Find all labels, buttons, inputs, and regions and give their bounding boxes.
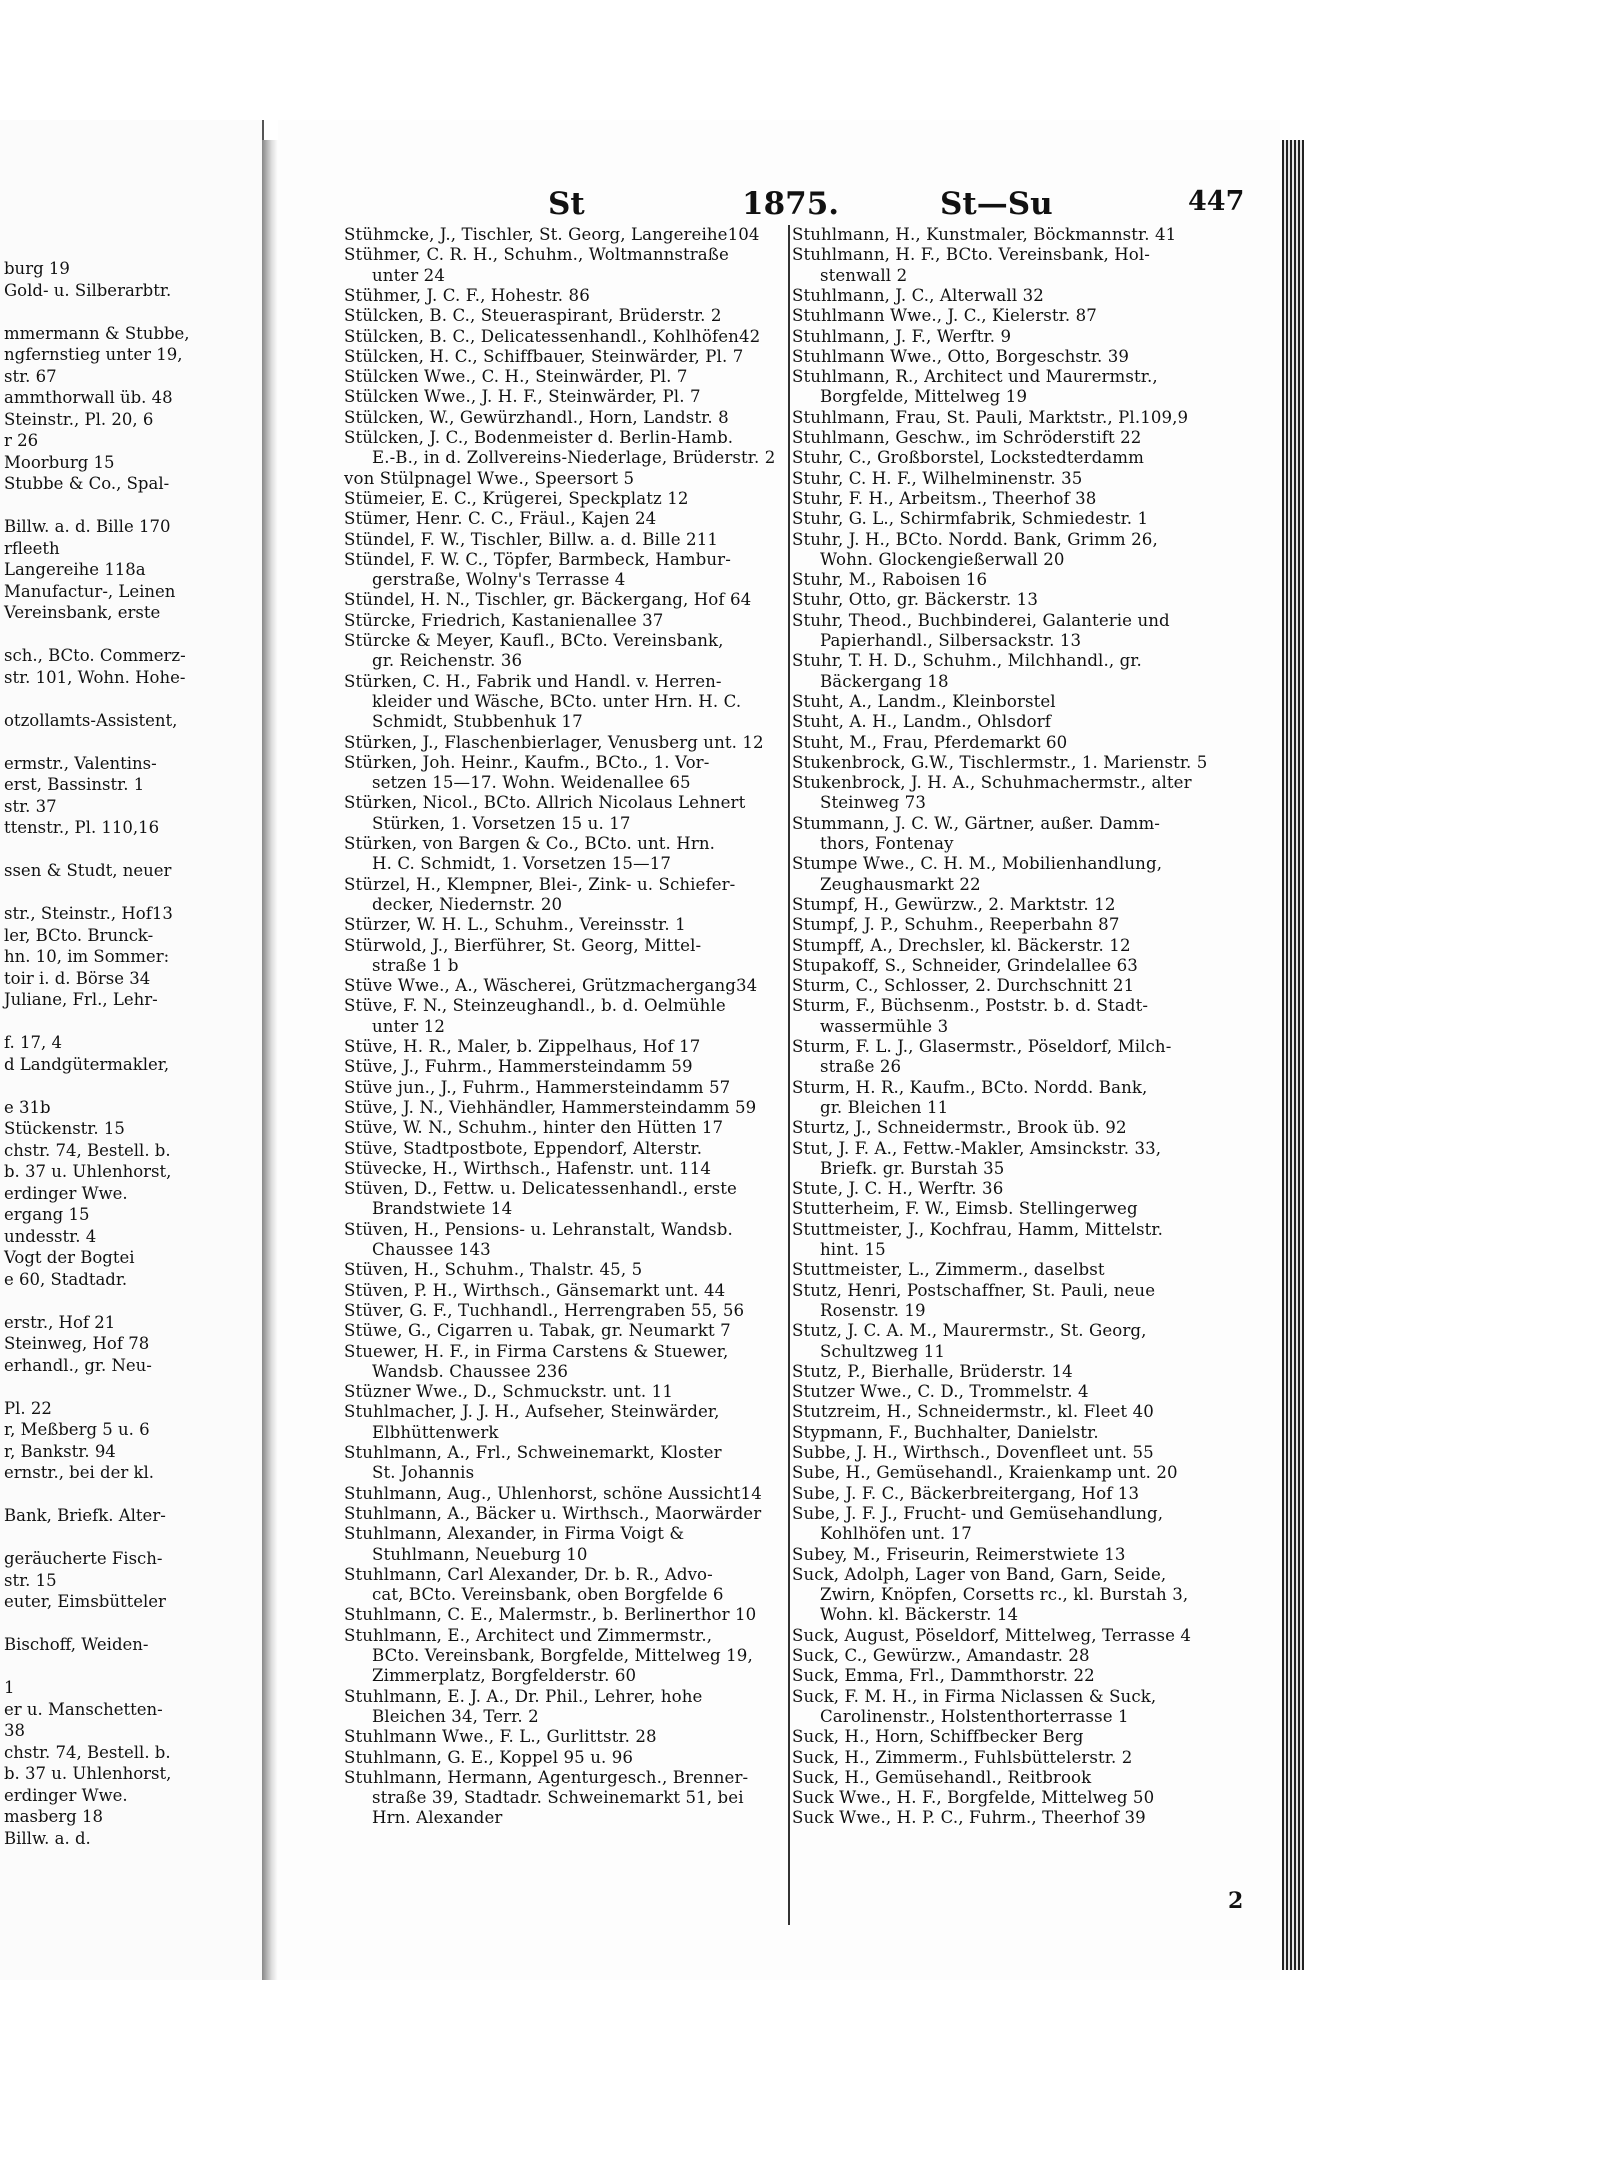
directory-entry-line: Stüve, J. N., Viehhändler, Hammersteindamm 59 <box>344 1097 757 1117</box>
directory-entry-line: Stukenbrock, J. H. A., Schuhmachermstr., alter <box>792 773 1192 793</box>
directory-entry-line: Stummann, J. C. W., Gärtner, außer. Damm- <box>792 813 1160 833</box>
fragment-line: Bank, Briefk. Alter- <box>4 1506 166 1525</box>
directory-entry-line: decker, Niedernstr. 20 <box>372 894 563 914</box>
fragment-line: 38 <box>4 1721 25 1740</box>
fragment-line: d Landgütermakler, <box>4 1054 170 1074</box>
directory-entry-line: Bleichen 34, Terr. 2 <box>372 1706 539 1726</box>
directory-entry-line: Stürken, von Bargen & Co., BCto. unt. Hrn. <box>344 834 716 853</box>
fragment-line: Moorburg 15 <box>4 452 115 472</box>
fragment-line: sch., BCto. Commerz- <box>4 646 186 665</box>
directory-entry-line: Stüven, H., Pensions- u. Lehranstalt, Wandsb. <box>344 1219 733 1239</box>
directory-entry-line: Stuhlmann, C. E., Malermstr., b. Berlinerthor 10 <box>344 1605 757 1625</box>
directory-entry-line: unter 24 <box>372 265 445 285</box>
directory-entry-line: Stuhr, Theod., Buchbinderei, Galanterie und <box>792 610 1170 630</box>
fragment-line: Stubbe & Co., Spal- <box>4 474 170 493</box>
directory-entry-line: Stutz, J. C. A. M., Maurermstr., St. Georg, <box>792 1321 1147 1341</box>
directory-entry-line: Brandstwiete 14 <box>372 1199 513 1219</box>
directory-entry-line: Zimmerplatz, Borgfelderstr. 60 <box>372 1666 637 1686</box>
fragment-line: 1 <box>4 1678 15 1697</box>
directory-entry-line: Steinweg 73 <box>820 793 926 813</box>
directory-entry-line: Stumpff, A., Drechsler, kl. Bäckerstr. 12 <box>792 935 1131 955</box>
directory-entry-line: Stute, J. C. H., Werftr. 36 <box>792 1179 1004 1199</box>
directory-entry-line: Stüve, F. N., Steinzeughandl., b. d. Oelmühle <box>344 996 726 1016</box>
fragment-line: burg 19 <box>4 259 70 278</box>
directory-entry-line: Stuhlmann, E., Architect und Zimmermstr., <box>344 1625 713 1645</box>
directory-entry-line: Stuhr, T. H. D., Schuhm., Milchhandl., gr. <box>792 651 1142 671</box>
fragment-line: ngfernstieg unter 19, <box>4 345 183 364</box>
directory-entry-line: Stuhlmann, A., Frl., Schweinemarkt, Kloster <box>344 1443 722 1462</box>
fragment-line: Juliane, Frl., Lehr- <box>4 990 158 1009</box>
directory-entry-line: Sube, J. F. J., Frucht- und Gemüsehandlung, <box>792 1503 1164 1523</box>
directory-entry-line: kleider und Wäsche, BCto. unter Hrn. H. C. <box>372 691 742 711</box>
fragment-line: Langereihe 118a <box>4 560 146 579</box>
directory-entry-line: Stülcken, J. C., Bodenmeister d. Berlin-Hamb. <box>344 428 734 447</box>
directory-entry-line: Sturm, F., Büchsenm., Poststr. b. d. Stadt- <box>792 996 1149 1016</box>
fragment-line: e 60, Stadtadr. <box>4 1269 128 1289</box>
directory-entry-line: Stürwold, J., Bierführer, St. Georg, Mittel- <box>344 935 702 955</box>
directory-entry-line: Stürken, C. H., Fabrik und Handl. v. Herren- <box>344 671 722 691</box>
directory-entry-line: Stuewer, H. F., in Firma Carstens & Stuewer, <box>344 1341 729 1361</box>
fragment-line: ttenstr., Pl. 110,16 <box>4 818 160 837</box>
directory-entry-line: Stüve Wwe., A., Wäscherei, Grützmachergang34 <box>344 976 758 996</box>
directory-entry-line: Subey, M., Friseurin, Reimerstwiete 13 <box>792 1544 1126 1564</box>
directory-entry-line: Stüve jun., J., Fuhrm., Hammersteindamm 57 <box>344 1077 731 1097</box>
directory-entry-line: Stuhlmann Wwe., F. L., Gurlittstr. 28 <box>344 1727 657 1747</box>
directory-entry-line: Stuhlmacher, J. J. H., Aufseher, Steinwärder, <box>344 1402 720 1422</box>
directory-entry-line: Stüwe, G., Cigarren u. Tabak, gr. Neumarkt 7 <box>344 1321 731 1341</box>
directory-entry-line: Elbhüttenwerk <box>372 1422 499 1442</box>
directory-entry-line: Stüven, H., Schuhm., Thalstr. 45, 5 <box>344 1260 643 1280</box>
fragment-line: str. 67 <box>4 366 57 386</box>
directory-entry-line: gr. Reichenstr. 36 <box>372 651 523 671</box>
page-edges <box>1282 140 1304 1970</box>
directory-entry-line: Zeughausmarkt 22 <box>820 874 981 894</box>
directory-entry-line: Sturm, F. L. J., Glasermstr., Pöseldorf, Milch- <box>792 1037 1172 1056</box>
directory-entry-line: hint. 15 <box>820 1240 886 1259</box>
directory-entry-line: Stuhlmann, Neueburg 10 <box>372 1544 588 1564</box>
directory-entry-line: Stümer, Henr. C. C., Fräul., Kajen 24 <box>344 509 657 529</box>
directory-entry-line: Stuht, A. H., Landm., Ohlsdorf <box>792 712 1052 732</box>
directory-entry-line: Stuhlmann, R., Architect und Maurermstr., <box>792 367 1158 387</box>
directory-entry-line: Stündel, F. W. C., Töpfer, Barmbeck, Hambur- <box>344 549 731 569</box>
directory-entry-line: Bäckergang 18 <box>820 671 949 691</box>
fragment-line: e 31b <box>4 1097 51 1117</box>
directory-entry-line: Wohn. kl. Bäckerstr. 14 <box>820 1605 1019 1625</box>
directory-entry-line: Stürken, Nicol., BCto. Allrich Nicolaus Lehnert <box>344 793 746 813</box>
directory-entry-line: Stuhlmann, J. C., Alterwall 32 <box>792 285 1044 305</box>
directory-entry-line: thors, Fontenay <box>820 834 954 853</box>
fragment-line: b. 37 u. Uhlenhorst, <box>4 1764 172 1783</box>
directory-entry-line: Suck, Emma, Frl., Dammthorstr. 22 <box>792 1666 1095 1686</box>
directory-entry-line: Hrn. Alexander <box>372 1808 503 1828</box>
directory-entry-line: Stülcken Wwe., J. H. F., Steinwärder, Pl. 7 <box>344 387 701 407</box>
directory-entry-line: H. C. Schmidt, 1. Vorsetzen 15—17 <box>372 854 672 874</box>
directory-entry-line: Stühmcke, J., Tischler, St. Georg, Langereihe104 <box>344 225 760 244</box>
column-divider <box>788 225 790 1925</box>
fragment-line: Stückenstr. 15 <box>4 1119 125 1138</box>
directory-entry-line: Stürken, J., Flaschenbierlager, Venusberg unt. 12 <box>344 732 764 752</box>
directory-entry-line: Stuhr, J. H., BCto. Nordd. Bank, Grimm 26, <box>792 529 1158 549</box>
directory-entry-line: Stuhlmann, J. F., Werftr. 9 <box>792 326 1012 346</box>
directory-entry-line: St. Johannis <box>372 1463 475 1483</box>
directory-entry-line: Zwirn, Knöpfen, Corsetts rc., kl. Burstah 3, <box>820 1585 1189 1605</box>
directory-entry-line: Stuhlmann, H. F., BCto. Vereinsbank, Hol- <box>792 245 1150 265</box>
directory-entry-line: setzen 15—17. Wohn. Weidenallee 65 <box>372 773 691 793</box>
directory-entry-line: Stutterheim, F. W., Eimsb. Stellingerweg <box>792 1199 1138 1219</box>
directory-entry-line: Stümeier, E. C., Krügerei, Speckplatz 12 <box>344 488 689 508</box>
fragment-line: ergang 15 <box>4 1205 90 1224</box>
directory-entry-line: straße 1 b <box>372 955 459 975</box>
directory-entry-line: Suck, August, Pöseldorf, Mittelweg, Terrasse 4 <box>792 1625 1192 1645</box>
directory-entry-line: Carolinenstr., Holstenthorterrasse 1 <box>820 1706 1129 1726</box>
fragment-line: masberg 18 <box>4 1807 103 1826</box>
facing-page-fragment <box>0 120 264 1980</box>
directory-entry-line: von Stülpnagel Wwe., Speersort 5 <box>344 468 635 488</box>
directory-entry-line: Sturtz, J., Schneidermstr., Brook üb. 92 <box>792 1118 1127 1138</box>
fragment-line: ammthorwall üb. 48 <box>4 388 173 407</box>
directory-entry-line: Stuhr, F. H., Arbeitsm., Theerhof 38 <box>792 488 1097 508</box>
directory-entry-line: Stuhlmann Wwe., Otto, Borgeschstr. 39 <box>792 346 1130 366</box>
header-range: St—Su <box>940 186 1053 222</box>
directory-entry-line: straße 26 <box>820 1057 902 1077</box>
directory-entry-line: Stürzel, H., Klempner, Blei-, Zink- u. Schiefer- <box>344 874 736 894</box>
directory-entry-line: Suck, H., Zimmerm., Fuhlsbüttelerstr. 2 <box>792 1747 1133 1767</box>
directory-entry-line: cat, BCto. Vereinsbank, oben Borgfelde 6 <box>372 1585 724 1605</box>
directory-entry-line: Papierhandl., Silbersackstr. 13 <box>820 631 1082 650</box>
directory-entry-line: Stutz, Henri, Postschaffner, St. Pauli, neue <box>792 1280 1156 1300</box>
fragment-line: str. 15 <box>4 1570 57 1590</box>
directory-entry-line: Stuhlmann, A., Bäcker u. Wirthsch., Maorwärder <box>344 1503 762 1523</box>
directory-entry-line: E.-B., in d. Zollvereins-Niederlage, Brüderstr. 2 <box>372 448 776 468</box>
fragment-line: euter, Eimsbütteler <box>4 1592 166 1611</box>
fragment-line: erdinger Wwe. <box>4 1785 128 1805</box>
header-left: St <box>548 186 585 222</box>
directory-entry-line: Stuhlmann, H., Kunstmaler, Böckmannstr. 41 <box>792 225 1177 244</box>
fragment-line: ermstr., Valentins- <box>4 753 157 773</box>
fragment-line: chstr. 74, Bestell. b. <box>4 1140 171 1160</box>
directory-entry-line: Stühmer, J. C. F., Hohestr. 86 <box>344 285 590 305</box>
directory-entry-line: Stülcken, B. C., Steueraspirant, Brüderstr. 2 <box>344 306 722 326</box>
fragment-line: Pl. 22 <box>4 1398 52 1418</box>
fragment-line: str. 101, Wohn. Hohe- <box>4 667 186 687</box>
fragment-line: ernstr., bei der kl. <box>4 1463 155 1482</box>
directory-entry-line: Stypmann, F., Buchhalter, Danielstr. <box>792 1422 1099 1442</box>
directory-entry-line: Stuttmeister, J., Kochfrau, Hamm, Mittelstr. <box>792 1219 1164 1239</box>
directory-entry-line: Stülcken, B. C., Delicatessenhandl., Kohlhöfen42 <box>344 326 761 346</box>
directory-entry-line: Stuhlmann, Frau, St. Pauli, Marktstr., Pl.109,9 <box>792 407 1189 427</box>
header-year: 1875. <box>742 186 840 222</box>
directory-entry-line: Stüve, J., Fuhrm., Hammersteindamm 59 <box>344 1057 693 1077</box>
fragment-line: r 26 <box>4 431 39 450</box>
fragment-line: er u. Manschetten- <box>4 1699 163 1719</box>
directory-entry-line: Sube, J. F. C., Bäckerbreitergang, Hof 13 <box>792 1483 1140 1503</box>
directory-entry-line: Stukenbrock, G.W., Tischlermstr., 1. Marienstr. 5 <box>792 752 1208 772</box>
directory-entry-line: Stülcken, W., Gewürzhandl., Horn, Landstr. 8 <box>344 407 729 427</box>
directory-entry-line: Schultzweg 11 <box>820 1341 946 1361</box>
directory-entry-line: Suck, H., Gemüsehandl., Reitbrook <box>792 1767 1092 1787</box>
directory-entry-line: Stuhlmann, Aug., Uhlenhorst, schöne Aussicht14 <box>344 1483 762 1503</box>
fragment-line: r, Bankstr. 94 <box>4 1441 116 1461</box>
directory-entry-line: gr. Bleichen 11 <box>820 1097 949 1117</box>
book-gutter <box>262 140 278 1980</box>
directory-entry-line: Rosenstr. 19 <box>820 1300 926 1320</box>
directory-entry-line: Suck, C., Gewürzw., Amandastr. 28 <box>792 1646 1090 1665</box>
directory-entry-line: Stut, J. F. A., Fettw.-Makler, Amsinckstr. 33, <box>792 1138 1162 1158</box>
directory-entry-line: Subbe, J. H., Wirthsch., Dovenfleet unt. 55 <box>792 1443 1154 1462</box>
fragment-line: erst, Bassinstr. 1 <box>4 775 145 794</box>
directory-entry-line: Sube, H., Gemüsehandl., Kraienkamp unt. 20 <box>792 1463 1178 1483</box>
page-number: 447 <box>1188 186 1245 217</box>
fragment-line: ssen & Studt, neuer <box>4 861 172 880</box>
directory-entry-line: Stürken, Joh. Heinr., Kaufm., BCto., 1. Vor- <box>344 752 710 772</box>
directory-entry-line: Stürcke, Friedrich, Kastanienallee 37 <box>344 610 664 630</box>
directory-entry-line: Stutz, P., Bierhalle, Brüderstr. 14 <box>792 1361 1073 1381</box>
fragment-line: mmermann & Stubbe, <box>4 323 190 343</box>
directory-entry-line: Suck Wwe., H. P. C., Fuhrm., Theerhof 39 <box>792 1808 1146 1828</box>
fragment-line: undesstr. 4 <box>4 1226 97 1246</box>
directory-entry-line: Chaussee 143 <box>372 1240 491 1259</box>
directory-entry-line: Stuht, M., Frau, Pferdemarkt 60 <box>792 732 1068 752</box>
fragment-line: geräucherte Fisch- <box>4 1549 163 1568</box>
directory-entry-line: Stündel, F. W., Tischler, Billw. a. d. Bille 211 <box>344 529 719 549</box>
fragment-line: Billw. a. d. Bille 170 <box>4 517 171 536</box>
directory-entry-line: Stuhr, Otto, gr. Bäckerstr. 13 <box>792 590 1038 610</box>
directory-entry-line: Stühmer, C. R. H., Schuhm., Woltmannstraße <box>344 245 729 265</box>
directory-entry-line: Stuhr, C. H. F., Wilhelminenstr. 35 <box>792 468 1083 488</box>
directory-entry-line: Sturm, H. R., Kaufm., BCto. Nordd. Bank, <box>792 1077 1148 1097</box>
fragment-line: r, Meßberg 5 u. 6 <box>4 1420 150 1439</box>
fragment-line: rfleeth <box>4 538 60 558</box>
directory-entry-line: Stuhlmann, E. J. A., Dr. Phil., Lehrer, hohe <box>344 1686 703 1706</box>
directory-entry-line: gerstraße, Wolny's Terrasse 4 <box>372 570 626 590</box>
directory-entry-line: Stuht, A., Landm., Kleinborstel <box>792 691 1056 711</box>
fragment-line: str. 37 <box>4 796 57 816</box>
directory-entry-line: straße 39, Stadtadr. Schweinemarkt 51, bei <box>372 1788 744 1808</box>
directory-entry-line: Borgfelde, Mittelweg 19 <box>820 387 1028 407</box>
directory-entry-line: Stuhlmann, Alexander, in Firma Voigt & <box>344 1524 685 1544</box>
directory-entry-line: Stuhr, C., Großborstel, Lockstedterdamm <box>792 448 1144 468</box>
fragment-line: Billw. a. d. <box>4 1828 91 1848</box>
directory-entry-line: Suck Wwe., H. F., Borgfelde, Mittelweg 50 <box>792 1788 1155 1808</box>
fragment-line: hn. 10, im Sommer: <box>4 947 170 966</box>
directory-entry-line: Stüvecke, H., Wirthsch., Hafenstr. unt. 114 <box>344 1158 712 1178</box>
directory-entry-line: Stürcke & Meyer, Kaufl., BCto. Vereinsbank, <box>344 631 724 650</box>
directory-entry-line: Stutzreim, H., Schneidermstr., kl. Fleet 40 <box>792 1402 1154 1422</box>
fragment-line: f. 17, 4 <box>4 1033 62 1052</box>
fragment-line: erhandl., gr. Neu- <box>4 1355 152 1375</box>
directory-entry-line: Stüzner Wwe., D., Schmuckstr. unt. 11 <box>344 1382 673 1402</box>
directory-entry-line: Stumpe Wwe., C. H. M., Mobilienhandlung, <box>792 854 1163 874</box>
directory-entry-line: Wandsb. Chaussee 236 <box>372 1361 569 1381</box>
fragment-line: Vogt der Bogtei <box>4 1248 135 1267</box>
directory-entry-line: Briefk. gr. Burstah 35 <box>820 1158 1005 1178</box>
directory-entry-line: unter 12 <box>372 1016 445 1036</box>
directory-entry-line: Stuhlmann, Carl Alexander, Dr. b. R., Advo- <box>344 1564 713 1584</box>
fragment-line: Steinweg, Hof 78 <box>4 1334 150 1353</box>
fragment-line: toir i. d. Börse 34 <box>4 968 151 988</box>
directory-entry-line: Stürzer, W. H. L., Schuhm., Vereinsstr. 1 <box>344 915 686 935</box>
directory-entry-line: Stüve, H. R., Maler, b. Zippelhaus, Hof 17 <box>344 1037 701 1056</box>
fragment-line: Manufactur-, Leinen <box>4 581 176 601</box>
fragment-line: Vereinsbank, erste <box>4 603 161 622</box>
directory-entry-line: Stüver, G. F., Tuchhandl., Herrengraben 55, 56 <box>344 1300 745 1320</box>
directory-entry-line: Suck, H., Horn, Schiffbecker Berg <box>792 1727 1084 1747</box>
directory-entry-line: Stuhlmann, G. E., Koppel 95 u. 96 <box>344 1747 634 1767</box>
fragment-line: Steinstr., Pl. 20, 6 <box>4 409 154 429</box>
directory-entry-line: Stumpf, H., Gewürzw., 2. Marktstr. 12 <box>792 894 1116 914</box>
directory-entry-line: Stülcken, H. C., Schiffbauer, Steinwärder, Pl. 7 <box>344 346 744 366</box>
directory-entry-line: Stuhlmann Wwe., J. C., Kielerstr. 87 <box>792 306 1097 326</box>
directory-entry-line: Stürken, 1. Vorsetzen 15 u. 17 <box>372 813 631 833</box>
fragment-line: erdinger Wwe. <box>4 1183 128 1203</box>
fragment-line: ler, BCto. Brunck- <box>4 925 154 945</box>
directory-entry-line: Stuhlmann, Hermann, Agenturgesch., Brenner- <box>344 1767 749 1787</box>
fragment-line: erstr., Hof 21 <box>4 1312 116 1332</box>
directory-entry-line: Stüven, P. H., Wirthsch., Gänsemarkt unt. 44 <box>344 1280 726 1300</box>
directory-entry-line: Stuttmeister, L., Zimmerm., daselbst <box>792 1260 1105 1280</box>
directory-entry-line: stenwall 2 <box>820 265 908 285</box>
fragment-line: chstr. 74, Bestell. b. <box>4 1742 171 1762</box>
directory-entry-line: Stüve, W. N., Schuhm., hinter den Hütten 17 <box>344 1118 724 1138</box>
directory-entry-line: BCto. Vereinsbank, Borgfelde, Mittelweg 19, <box>372 1646 753 1665</box>
directory-entry-line: Sturm, C., Schlosser, 2. Durchschnitt 21 <box>792 976 1135 996</box>
directory-entry-line: Stündel, H. N., Tischler, gr. Bäckergang, Hof 64 <box>344 590 752 610</box>
signature-mark: 2 <box>1228 1888 1244 1914</box>
directory-entry-line: Wohn. Glockengießerwall 20 <box>820 549 1065 569</box>
directory-entry-line: Stüven, D., Fettw. u. Delicatessenhandl., erste <box>344 1179 737 1199</box>
directory-entry-line: Stupakoff, S., Schneider, Grindelallee 63 <box>792 955 1138 975</box>
directory-entry-line: Stuhr, M., Raboisen 16 <box>792 570 988 590</box>
fragment-line: Bischoff, Weiden- <box>4 1635 149 1654</box>
directory-entry-line: Kohlhöfen unt. 17 <box>820 1524 972 1544</box>
directory-entry-line: Stumpf, J. P., Schuhm., Reeperbahn 87 <box>792 915 1120 935</box>
fragment-line: b. 37 u. Uhlenhorst, <box>4 1162 172 1181</box>
directory-entry-line: Suck, F. M. H., in Firma Niclassen & Suck, <box>792 1686 1157 1706</box>
directory-entry-line: wassermühle 3 <box>820 1016 949 1036</box>
directory-entry-line: Stutzer Wwe., C. D., Trommelstr. 4 <box>792 1382 1089 1402</box>
directory-entry-line: Suck, Adolph, Lager von Band, Garn, Seide, <box>792 1564 1167 1584</box>
directory-entry-line: Stuhr, G. L., Schirmfabrik, Schmiedestr. 1 <box>792 509 1149 529</box>
fragment-line: Gold- u. Silberarbtr. <box>4 280 172 300</box>
directory-entry-line: Schmidt, Stubbenhuk 17 <box>372 712 583 732</box>
directory-entry-line: Stülcken Wwe., C. H., Steinwärder, Pl. 7 <box>344 367 688 387</box>
directory-entry-line: Stüve, Stadtpostbote, Eppendorf, Alterstr. <box>344 1138 703 1158</box>
directory-entry-line: Stuhlmann, Geschw., im Schröderstift 22 <box>792 428 1142 447</box>
fragment-line: str., Steinstr., Hof13 <box>4 904 173 923</box>
fragment-line: otzollamts-Assistent, <box>4 710 178 730</box>
